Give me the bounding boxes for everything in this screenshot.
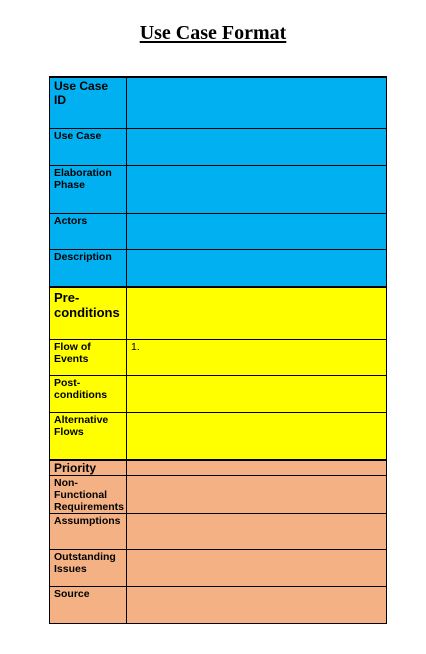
table-row-pre-conditions (50, 287, 387, 339)
row-label-post-conditions: Post-conditions (50, 375, 127, 412)
row-value-priority[interactable] (127, 460, 387, 476)
row-label-assumptions: Assumptions (50, 514, 127, 550)
row-value-alternative-flows[interactable] (127, 412, 387, 460)
table-row-assumptions (50, 514, 387, 550)
row-value-description[interactable] (127, 249, 387, 287)
row-value-flow-of-events[interactable]: 1. (127, 339, 387, 375)
row-value-post-conditions[interactable] (127, 375, 387, 412)
row-label-source: Source (50, 587, 127, 624)
table-row-description (50, 249, 387, 287)
row-label-non-functional-requirements: Non-Functional Requirements (50, 476, 127, 514)
page-title: Use Case Format (139, 22, 287, 44)
row-label-flow-of-events: Flow of Events (50, 339, 127, 375)
row-label-priority: Priority (50, 460, 127, 476)
use-case-table (49, 76, 387, 624)
row-value-use-case-id[interactable] (127, 77, 387, 128)
table-row-priority (50, 460, 387, 476)
row-value-source[interactable] (127, 587, 387, 624)
table-row-flow-of-events (50, 339, 387, 375)
table-row-outstanding-issues (50, 550, 387, 587)
table-row-use-case (50, 128, 387, 165)
row-label-description: Description (50, 249, 127, 287)
table-row-actors (50, 213, 387, 249)
row-value-outstanding-issues[interactable] (127, 550, 387, 587)
table-row-source (50, 587, 387, 624)
table-row-non-functional-requirements (50, 476, 387, 514)
table-row-use-case-id (50, 77, 387, 128)
row-label-use-case: Use Case (50, 128, 127, 165)
row-value-pre-conditions[interactable] (127, 287, 387, 339)
table-row-post-conditions (50, 375, 387, 412)
row-value-use-case[interactable] (127, 128, 387, 165)
table-row-elaboration-phase (50, 165, 387, 213)
row-label-alternative-flows: Alternative Flows (50, 412, 127, 460)
row-value-assumptions[interactable] (127, 514, 387, 550)
row-value-actors[interactable] (127, 213, 387, 249)
row-label-actors: Actors (50, 213, 127, 249)
row-value-elaboration-phase[interactable] (127, 165, 387, 213)
table-row-alternative-flows (50, 412, 387, 460)
row-value-non-functional-requirements[interactable] (127, 476, 387, 514)
row-label-use-case-id: Use Case ID (50, 77, 127, 128)
row-label-outstanding-issues: Outstanding Issues (50, 550, 127, 587)
row-label-pre-conditions: Pre-conditions (50, 287, 127, 339)
row-label-elaboration-phase: Elaboration Phase (50, 165, 127, 213)
